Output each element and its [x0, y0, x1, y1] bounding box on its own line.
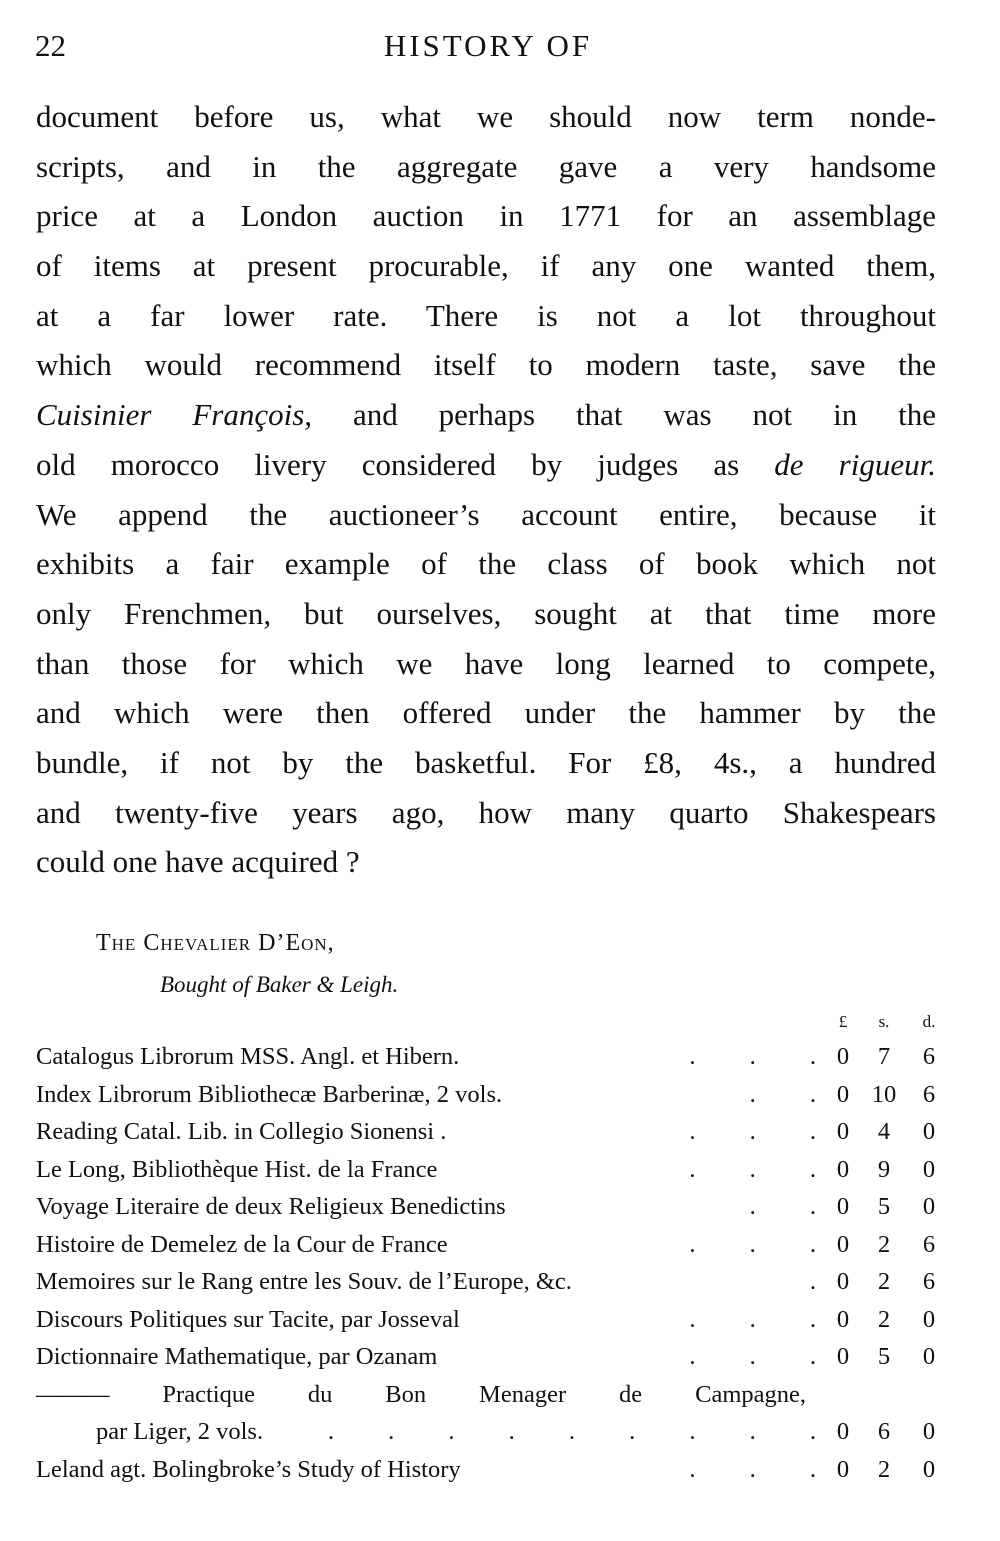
text-line — [36, 494, 936, 544]
text-line — [36, 593, 936, 643]
amount-pence: 6 — [922, 1268, 936, 1295]
amount-pence: 0 — [922, 1193, 936, 1220]
amount-pence: 0 — [922, 1418, 936, 1445]
amount-pounds: 0 — [836, 1418, 850, 1445]
leader-dots: . . . — [689, 1230, 816, 1258]
leader-dots: . . . . . . . . . — [327, 1418, 816, 1445]
amount-pounds: 0 — [836, 1193, 850, 1220]
text-segment: which would recommend itself to modern taste, save the — [36, 347, 936, 383]
text-segment: at a far lower rate. There is not a lot throughout — [36, 297, 936, 333]
amount-pounds: 0 — [836, 1043, 850, 1070]
bill-row — [36, 1226, 942, 1264]
leader-dots: . . . — [689, 1455, 816, 1483]
bill-title: The Chevalier D’Eon, — [96, 930, 335, 956]
bill-row — [36, 1451, 942, 1489]
text-line — [36, 96, 936, 146]
col-pounds: £ — [838, 1012, 848, 1031]
text-line — [36, 344, 936, 394]
amount-shillings: 10 — [871, 1080, 897, 1108]
leader-dots: . . . — [689, 1343, 816, 1370]
item-title: Discours Politiques sur Tacite, par Josseval — [36, 1305, 460, 1333]
amount-pence: 0 — [922, 1118, 936, 1145]
leader-dots: . — [809, 1268, 816, 1295]
item-title: par Liger, 2 vols. — [96, 1418, 264, 1445]
text-line — [36, 543, 936, 593]
text-line — [36, 444, 936, 494]
text-segment: price at a London auction in 1771 for an assemblage — [36, 198, 936, 234]
text-segment: and which were then offered under the hammer by the — [36, 695, 936, 731]
text-line — [36, 841, 936, 891]
amount-pounds: 0 — [836, 1118, 850, 1145]
italic-text: de rigueur. — [774, 446, 936, 482]
bill-header-row — [36, 1008, 942, 1038]
amount-pence: 0 — [922, 1455, 936, 1483]
leader-dots: . . . — [689, 1118, 816, 1145]
amount-pence: 0 — [922, 1155, 936, 1183]
amount-pounds: 0 — [836, 1305, 850, 1333]
amount-pounds: 0 — [836, 1155, 850, 1183]
text-segment: could one have acquired ? — [36, 844, 360, 880]
bill-row — [36, 1301, 942, 1339]
text-line — [36, 295, 936, 345]
amount-pence: 6 — [922, 1080, 936, 1108]
amount-pence: 6 — [922, 1043, 936, 1070]
bill-row — [36, 1263, 942, 1301]
col-shillings: s. — [878, 1012, 890, 1031]
item-title: Index Librorum Bibliothecæ Barberinæ, 2 vols. — [36, 1080, 503, 1108]
bill-row — [36, 1038, 942, 1076]
leader-dots: . . . — [689, 1305, 816, 1333]
text-segment: and twenty-five years ago, how many quarto Shakespears — [36, 794, 936, 830]
italic-text: Cuisinier François, — [36, 397, 313, 433]
item-title: ——— Practique du Bon Menager de Campagne, — [36, 1380, 806, 1408]
amount-pence: 6 — [922, 1230, 936, 1258]
bill-row — [36, 1376, 942, 1414]
text-segment: bundle, if not by the basketful. For £8, 4s., a hundred — [36, 744, 936, 780]
bill-row — [36, 1076, 942, 1114]
item-title: Dictionnaire Mathematique, par Ozanam — [36, 1343, 438, 1370]
text-line — [36, 643, 936, 693]
amount-pounds: 0 — [836, 1343, 850, 1370]
item-title: Catalogus Librorum MSS. Angl. et Hibern. — [36, 1043, 460, 1070]
amount-pounds: 0 — [836, 1268, 850, 1295]
amount-shillings: 2 — [877, 1305, 891, 1333]
item-title: Leland agt. Bolingbroke’s Study of History — [36, 1455, 461, 1483]
amount-shillings: 5 — [877, 1193, 891, 1220]
item-title: Memoires sur le Rang entre les Souv. de l’Europe, &c. — [36, 1268, 572, 1295]
amount-shillings: 4 — [877, 1118, 891, 1145]
amount-shillings: 5 — [877, 1343, 891, 1370]
text-line — [36, 394, 936, 444]
text-line — [36, 692, 936, 742]
item-title: Histoire de Demelez de la Cour de France — [36, 1230, 448, 1258]
bill-row — [36, 1113, 942, 1151]
text-segment: scripts, and in the aggregate gave a very handsome — [36, 148, 936, 184]
leader-dots: . . . — [689, 1155, 816, 1183]
amount-shillings: 2 — [877, 1268, 891, 1295]
bill-table — [36, 1008, 942, 1488]
text-line — [36, 245, 936, 295]
text-segment: and perhaps that was not in the — [312, 397, 936, 433]
amount-shillings: 7 — [877, 1043, 891, 1070]
leader-dots: . . — [749, 1193, 816, 1220]
leader-dots: . . — [749, 1080, 816, 1108]
text-segment: than those for which we have long learned to compete, — [36, 645, 936, 681]
text-segment: of items at present procurable, if any one wanted them, — [36, 248, 936, 284]
bill-row — [36, 1151, 942, 1189]
text-segment: We append the auctioneer’s account entire, because it — [36, 496, 936, 532]
page-number: 22 — [35, 28, 66, 63]
col-pence: d. — [922, 1012, 936, 1031]
amount-shillings: 2 — [877, 1230, 891, 1258]
text-segment: document before us, what we should now term nonde- — [36, 99, 936, 134]
bill-subtitle: Bought of Baker & Leigh. — [160, 972, 399, 997]
item-title: Voyage Literaire de deux Religieux Benedictins — [36, 1193, 506, 1220]
amount-pence: 0 — [922, 1343, 936, 1370]
amount-pounds: 0 — [836, 1080, 850, 1108]
amount-pence: 0 — [922, 1305, 936, 1333]
text-segment: old morocco livery considered by judges as — [36, 446, 775, 482]
running-head: HISTORY OF — [383, 28, 593, 63]
amount-pounds: 0 — [836, 1230, 850, 1258]
amount-shillings: 9 — [877, 1155, 891, 1183]
amount-shillings: 6 — [877, 1418, 891, 1445]
body-paragraph — [36, 96, 936, 891]
leader-dots: . . . — [689, 1043, 816, 1070]
text-line — [36, 792, 936, 842]
bill-row — [36, 1338, 942, 1376]
text-line — [36, 742, 936, 792]
text-segment: exhibits a fair example of the class of book which not — [36, 546, 936, 582]
text-segment: only Frenchmen, but ourselves, sought at that time more — [36, 595, 936, 631]
item-title: Le Long, Bibliothèque Hist. de la France — [36, 1155, 438, 1183]
bill-row — [36, 1188, 942, 1226]
text-line — [36, 146, 936, 196]
amount-pounds: 0 — [836, 1455, 850, 1483]
text-line — [36, 195, 936, 245]
amount-shillings: 2 — [877, 1455, 891, 1483]
bill-row — [36, 1413, 942, 1451]
item-title: Reading Catal. Lib. in Collegio Sionensi . — [36, 1118, 447, 1145]
